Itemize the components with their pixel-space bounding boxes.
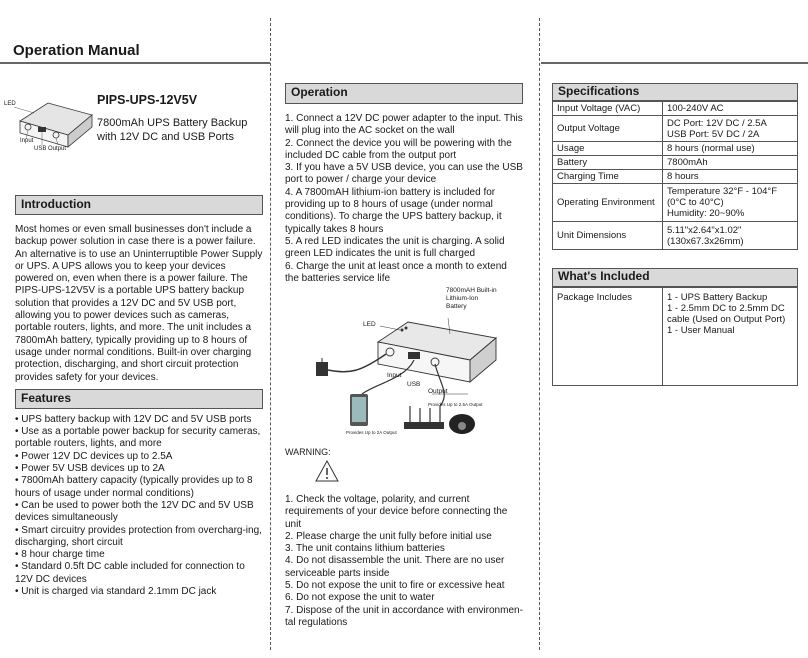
spec-value (663, 116, 798, 142)
table-row (553, 288, 798, 386)
list-item: 3. The unit contains lithium batteries (285, 543, 445, 555)
left-column (15, 195, 263, 598)
spec-value-line: (130x67.3x26mm) (667, 235, 744, 247)
spec-value (663, 222, 798, 250)
product-description: 7800mAh UPS Battery Backup with 12V DC and USB Ports (97, 117, 248, 143)
column-divider-right (539, 18, 540, 650)
spec-value (663, 184, 798, 222)
features-heading: Features (15, 389, 263, 409)
diagram-label-led: LED (363, 321, 376, 328)
table-row (553, 142, 798, 156)
title-rule-right (541, 62, 808, 64)
title-rule (0, 62, 270, 64)
table-row (553, 156, 798, 170)
operation-diagram (300, 284, 522, 440)
column-divider-left (270, 18, 271, 650)
list-item: 1 - 2.5mm DC to 2.5mm DC cable (Used on Output Port) (667, 303, 786, 325)
operation-heading: Operation (285, 83, 523, 104)
illus-label-input: Input (20, 138, 34, 144)
list-item: • 7800mAh battery capacity (typically provides up to 8 hours of usage under normal conditions) (15, 475, 253, 499)
introduction-heading: Introduction (15, 195, 263, 215)
diagram-label-battery: 7800mAH Built-in Lithium-Ion Battery (446, 287, 497, 310)
warning-list (285, 494, 525, 629)
spec-key: Usage (553, 142, 663, 156)
spec-value-line: (0°C to 40°C) (667, 197, 724, 208)
spec-value-line: 100-240V AC (667, 103, 724, 114)
list-item: • Standard 0.5ft DC cable included for connection to 12V DC devices (15, 561, 245, 585)
warning-title: WARNING: (285, 447, 331, 457)
diagram-label-output: Output (428, 388, 448, 395)
spec-value (663, 170, 798, 184)
page-title: Operation Manual (13, 42, 140, 59)
illus-label-led: LED (4, 101, 16, 107)
list-item: • Smart circuitry provides protection from overcharg-ing, discharging, short circuit (15, 524, 262, 548)
list-item: 4. Do not disassemble the unit. There are no user serviceable parts inside (285, 555, 505, 579)
table-row (553, 222, 798, 250)
spec-value (663, 156, 798, 170)
spec-value-line: DC Port: 12V DC / 2.5A (667, 117, 767, 129)
illus-label-output: Output (48, 146, 67, 152)
list-item: • Unit is charged via standard 2.1mm DC jack (15, 586, 217, 598)
diagram-label-usb: USB (407, 381, 421, 388)
operation-steps (285, 113, 523, 285)
list-item: 2. Please charge the unit fully before initial use (285, 530, 492, 542)
spec-key: Battery (553, 156, 663, 170)
list-item: • Power 12V DC devices up to 2.5A (15, 450, 173, 462)
spec-key: Unit Dimensions (553, 222, 663, 250)
spec-key: Charging Time (553, 170, 663, 184)
illus-label-usb: USB (34, 146, 47, 152)
spec-value-line: 8 hours (667, 171, 699, 182)
list-item: 6. Charge the unit at least once a month to extend the batteries service life (285, 260, 507, 284)
specifications-heading: Specifications (552, 83, 798, 101)
spec-value-line: Humidity: 20~90% (667, 208, 745, 219)
table-row (553, 170, 798, 184)
spec-value-line: 5.11"x2.64"x1.02" (667, 224, 742, 236)
introduction-text: Most homes or even small businesses don't include a backup power solution in case there is a power failure. An alternative is to use an Uninterruptible Power Supply or UPS. A UPS allows you to keep your devices powered on, even when there is a power failure. The PIPS-UPS-12V5V is a portable UPS battery backup solution that provides a 12V DC and 5V USB port, allowing you to power devices such as cameras, portable routers, lights, and more. The unit includes a 7800mAh battery, typically providing up to 8 hours of usage under normal conditions. Built-in over charging protection, discharging, and short circuit protection provides safety for your devices. (15, 224, 263, 383)
list-item: 1. Check the voltage, polarity, and current requirements of your device before connecting the unit (285, 494, 508, 530)
specifications-table (552, 101, 798, 250)
product-illustration (4, 95, 96, 157)
list-item: 5. Do not expose the unit to fire or excessive heat (285, 580, 505, 592)
list-item: 2. Connect the device you will be powering with the included DC cable from the output port (285, 137, 512, 161)
list-item: 1 - UPS Battery Backup (667, 292, 768, 303)
spec-value-line: 8 hours (normal use) (667, 143, 755, 154)
diagram-label-input: Input (387, 372, 402, 379)
table-row (553, 116, 798, 142)
diagram-note-output: Provides Up to 2.5A Output (428, 402, 483, 407)
list-item: 7. Dispose of the unit in accordance with environmen-tal regulations (285, 604, 523, 628)
spec-value (663, 142, 798, 156)
diagram-note-usb: Provides Up to 2A Output (346, 430, 397, 435)
spec-key: Output Voltage (553, 116, 663, 142)
right-column (552, 83, 798, 386)
included-table (552, 287, 798, 386)
features-list (15, 414, 263, 598)
list-item: 1 - User Manual (667, 325, 735, 336)
list-item: 3. If you have a 5V USB device, you can use the USB port to power / charge your device (285, 162, 523, 186)
included-items (663, 288, 798, 386)
list-item: 6. Do not expose the unit to water (285, 592, 435, 604)
list-item: • 8 hour charge time (15, 549, 105, 561)
list-item: • Can be used to power both the 12V DC and 5V USB devices simultaneously (15, 499, 254, 524)
table-row (553, 102, 798, 116)
spec-key: Operating Environment (553, 184, 663, 222)
list-item: 5. A red LED indicates the unit is charging. A solid green LED indicates the unit is full charged (285, 235, 505, 260)
spec-value-line: USB Port: 5V DC / 2A (667, 128, 760, 140)
list-item: • Use as a portable power backup for security cameras, portable routers, lights, and more (15, 426, 261, 450)
included-key: Package Includes (553, 288, 663, 386)
table-row (553, 184, 798, 222)
warning-icon (314, 459, 340, 483)
spec-value-line: 7800mAh (667, 157, 708, 168)
product-name: PIPS-UPS-12V5V (97, 93, 198, 107)
list-item: 1. Connect a 12V DC power adapter to the input. This will plug into the AC socket on the wall (285, 113, 523, 137)
included-heading: What's Included (552, 268, 798, 287)
list-item: • Power 5V USB devices up to 2A (15, 463, 165, 475)
list-item: • UPS battery backup with 12V DC and 5V USB ports (15, 413, 252, 425)
middle-column (285, 83, 523, 285)
spec-key: Input Voltage (VAC) (553, 102, 663, 116)
spec-value (663, 102, 798, 116)
spec-value-line: Temperature 32°F - 104°F (667, 186, 778, 197)
list-item: 4. A 7800mAH lithium-ion battery is included for providing up to 8 hours of usage (under normal conditions). To charge the UPS battery backup, it typically takes 8 hours (285, 186, 502, 235)
